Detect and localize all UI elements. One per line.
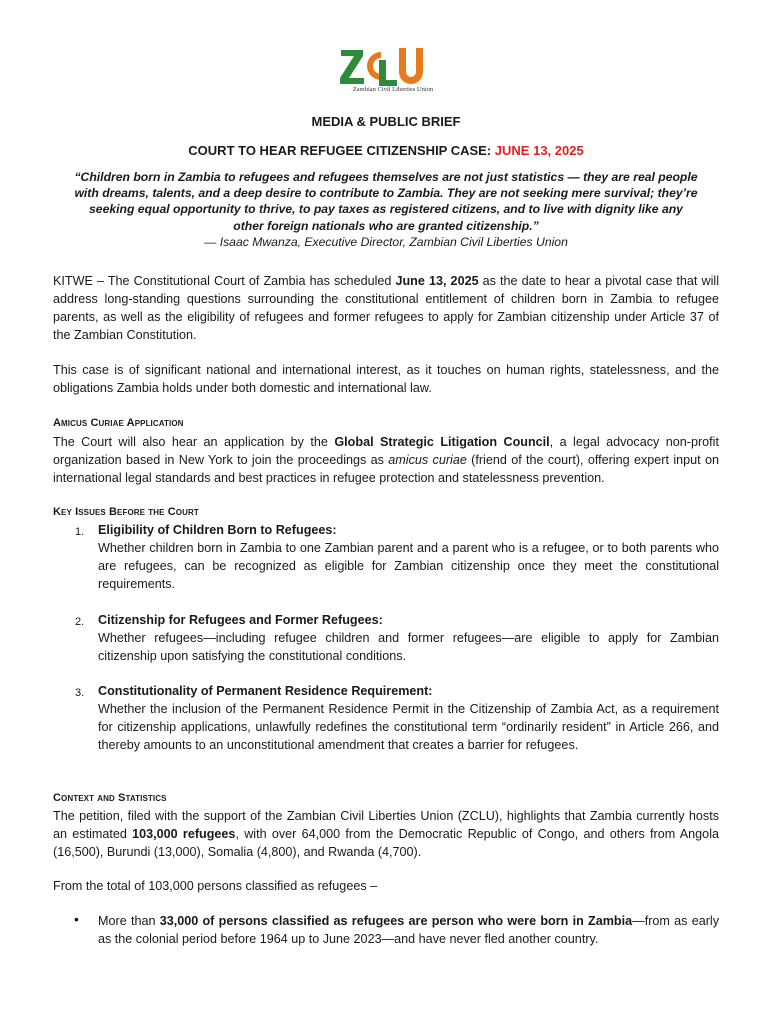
intro-text-a: KITWE – The Constitutional Court of Zambia has scheduled [53,274,396,288]
intro-paragraph [53,272,719,344]
context-paragraph [53,807,719,861]
list-number: 3. [75,687,85,699]
bullet-symbol: • [74,911,79,927]
headline-text: COURT TO HEAR REFUGEE CITIZENSHIP CASE: [188,143,495,158]
list-item [98,611,719,665]
zclu-logo-mark [339,46,435,88]
headline-date: JUNE 13, 2025 [494,143,584,158]
list-number: 2. [75,616,85,628]
bullet-text-a: More than [98,914,160,928]
amicus-text-c: , a legal advocacy non-profit organization based in New York to join the proceedings as [53,435,719,467]
headline [53,143,719,158]
section-heading-context: Context and Statistics [53,792,167,804]
total-paragraph: From the total of 103,000 persons classified as refugees – [53,879,378,893]
issue-text: Whether refugees—including refugee children and former refugees—are eligible to apply for Zambian citizenship upon satisfying the constitutional conditions. [98,631,719,663]
intro-text-c: as the date to hear a pivotal case that will address long-standing questions surrounding the constitutional entitlement of children born in Zambia to refugee parents, as well as the eligibility of refugees and former refugees to apply for Zambian citizenship under Article 37 of the Zambian Constitution. [53,274,719,342]
issue-title: Constitutionality of Permanent Residence Requirement: [98,684,433,698]
amicus-text-e: (friend of the court), offering expert input on international legal standards and best practices in refugee protection and statelessness prevention. [53,453,719,485]
section-heading-key-issues: Key Issues Before the Court [53,506,199,518]
quote-attribution: — Isaac Mwanza, Executive Director, Zambian Civil Liberties Union [204,235,568,249]
hearing-date: June 13, 2025 [395,274,479,288]
refugee-count: 103,000 refugees [132,827,236,841]
bullet-text-b: 33,000 of persons classified as refugees are person who were born in Zambia [159,914,633,928]
context-text-c: , with over 64,000 from the Democratic Republic of Congo, and others from Angola (16,500), Burundi (13,000), Somalia (4,800), and Rwanda (4,700). [53,827,719,859]
list-number: 1. [75,526,85,538]
bullet-item [98,912,719,948]
significance-paragraph: This case is of significant national and international interest, as it touches on human rights, statelessness, and the obligations Zambia holds under both domestic and international law. [53,363,719,395]
list-item [98,521,719,593]
issue-title: Citizenship for Refugees and Former Refugees: [98,613,383,627]
section-heading-amicus: Amicus Curiae Application [53,417,184,429]
issue-text: Whether the inclusion of the Permanent Residence Permit in the Citizenship of Zambia Act, as a requirement for citizenship applications, unlawfully redefines the constitutional term “ordinarily resident” in Article 266, and thereby amounts to an unconstitutional amendment that creates a barrier for refugees. [98,702,719,752]
amicus-term: amicus curiae [388,453,467,467]
amicus-paragraph [53,433,719,487]
bullet-text-c: —from as early as the colonial period before 1964 up to June 2023—and have never fled another country. [98,914,719,946]
amicus-org-name: Global Strategic Litigation Council [334,435,550,449]
logo-caption: Zambian Civil Liberties Union [352,86,434,93]
issue-title: Eligibility of Children Born to Refugees: [98,523,337,537]
issue-text: Whether children born in Zambia to one Zambian parent and a parent who is a refugee, or to both parents who are refugees, can be recognized as eligible for Zambian citizenship once they meet the constitutional requirements. [98,541,719,591]
pull-quote: “Children born in Zambia to refugees and refugees themselves are not just statistics — they are real people with dreams, talents, and a deep desire to contribute to Zambia. They are not seeking mere survival; they’re seeking equal opportunity to thrive, to pay taxes as registered citizens, and to live with dignity like any other foreign nationals who are granted citizenship.” [74,170,698,233]
brief-title: MEDIA & PUBLIC BRIEF [311,114,461,129]
context-text-a: The petition, filed with the support of the Zambian Civil Liberties Union (ZCLU), highlights that Zambia currently hosts an estimated [53,809,719,841]
list-item [98,682,719,754]
amicus-text-a: The Court will also hear an application by the [53,435,335,449]
